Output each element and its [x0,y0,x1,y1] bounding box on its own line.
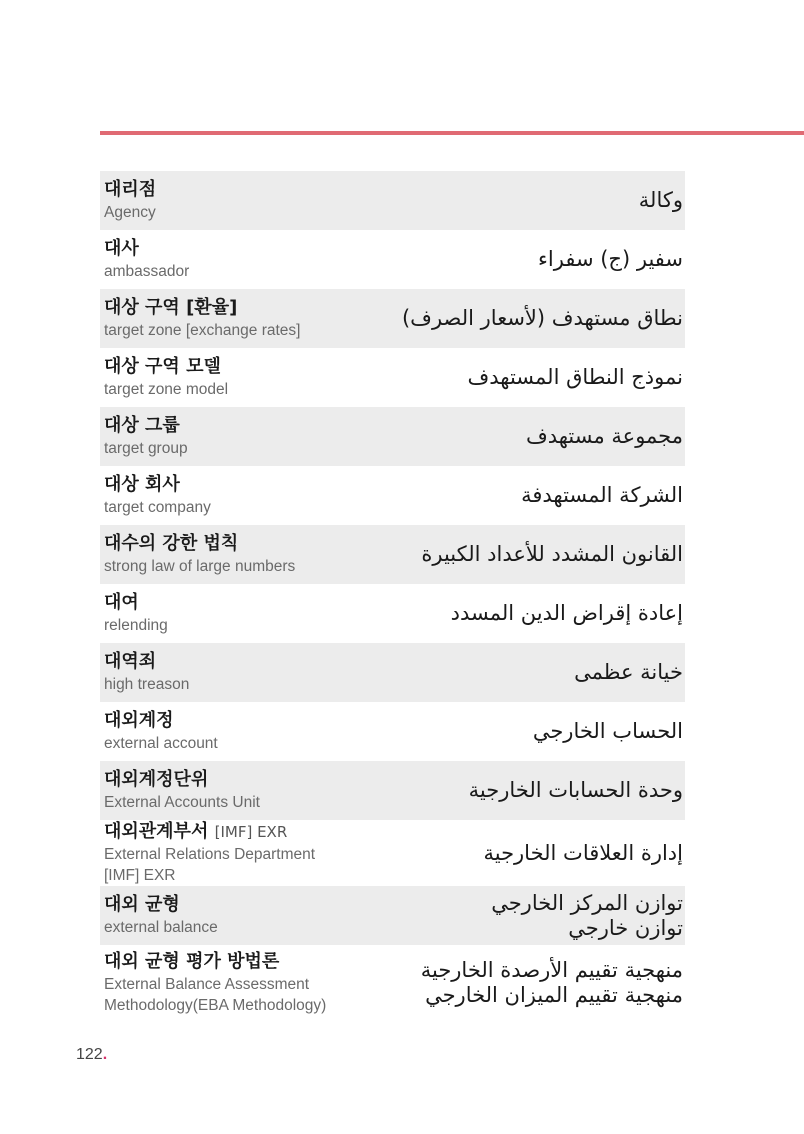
arabic-term: نطاق مستهدف (لأسعار الصرف) [401,306,683,330]
arabic-term: منهجية تقييم الأرصدة الخارجية [420,957,683,982]
glossary-entry [100,584,685,643]
english-term: External Relations Department [104,846,316,863]
arabic-term: إدارة العلاقات الخارجية [483,840,683,865]
arabic-term: الحساب الخارجي [532,719,683,743]
korean-term-note: [IMF] EXR [214,823,288,841]
english-term: ambassador [104,263,190,280]
english-term: high treason [104,676,190,693]
korean-term [104,820,315,844]
page-number-dot: . [102,1046,108,1063]
korean-term: 대여 [104,592,139,613]
english-term-cont: Methodology(EBA Methodology) [104,996,327,1014]
english-term: relending [104,617,168,634]
glossary-entry [100,945,685,1020]
korean-term: 대역죄 [104,651,157,672]
korean-term: 대외계정단위 [104,769,209,790]
english-term: target group [104,440,188,457]
english-term: external balance [104,919,218,936]
glossary-entry [100,761,685,820]
page-number-value: 122 [76,1046,103,1063]
korean-term: 대상 구역 모델 [104,356,221,377]
arabic-term: وحدة الحسابات الخارجية [468,778,683,802]
korean-term: 대상 그룹 [104,415,180,436]
arabic-term: توازن المركز الخارجي [491,890,683,915]
english-term: External Accounts Unit [104,794,260,811]
arabic-term-alt: توازن خارجي [568,915,683,940]
english-term: External Balance Assessment [104,975,310,993]
english-term: target zone [exchange rates] [104,322,301,339]
korean-term: 대수의 강한 법칙 [104,533,239,554]
glossary-entry [100,230,685,289]
english-term: external account [104,735,218,752]
english-term: Agency [104,204,156,221]
arabic-term: إعادة إقراض الدين المسدد [450,601,683,625]
english-term: target company [104,499,211,516]
glossary-list [100,171,685,1020]
arabic-term: القانون المشدد للأعداد الكبيرة [421,542,683,566]
glossary-entry [100,886,685,945]
glossary-entry [100,702,685,761]
korean-term: 대외계정 [104,710,174,731]
header-rule [100,131,804,135]
page-number [76,1046,107,1064]
glossary-entry [100,820,685,886]
glossary-entry [100,466,685,525]
korean-term: 대외 균형 평가 방법론 [104,950,280,972]
english-term: target zone model [104,381,229,398]
arabic-term: مجموعة مستهدف [525,424,683,448]
glossary-entry [100,348,685,407]
glossary-entry [100,525,685,584]
korean-term-main: 대외관계부서 [104,821,209,842]
glossary-entry [100,171,685,230]
korean-term: 대리점 [104,179,157,200]
arabic-term: خيانة عظمى [574,660,683,684]
korean-term: 대상 회사 [104,474,180,495]
korean-term: 대사 [104,238,139,259]
english-term: strong law of large numbers [104,558,296,575]
arabic-term: نموذج النطاق المستهدف [467,365,683,389]
korean-term: 대상 구역 [환율] [104,297,238,318]
korean-term: 대외 균형 [104,894,180,915]
arabic-term: الشركة المستهدفة [521,483,683,507]
glossary-entry [100,407,685,466]
arabic-term: وكالة [638,188,683,212]
glossary-entry [100,289,685,348]
arabic-term-alt: منهجية تقييم الميزان الخارجي [425,982,683,1007]
arabic-term: سفير (ج) سفراء [538,247,683,271]
english-term-cont: [IMF] EXR [104,867,176,884]
glossary-entry [100,643,685,702]
